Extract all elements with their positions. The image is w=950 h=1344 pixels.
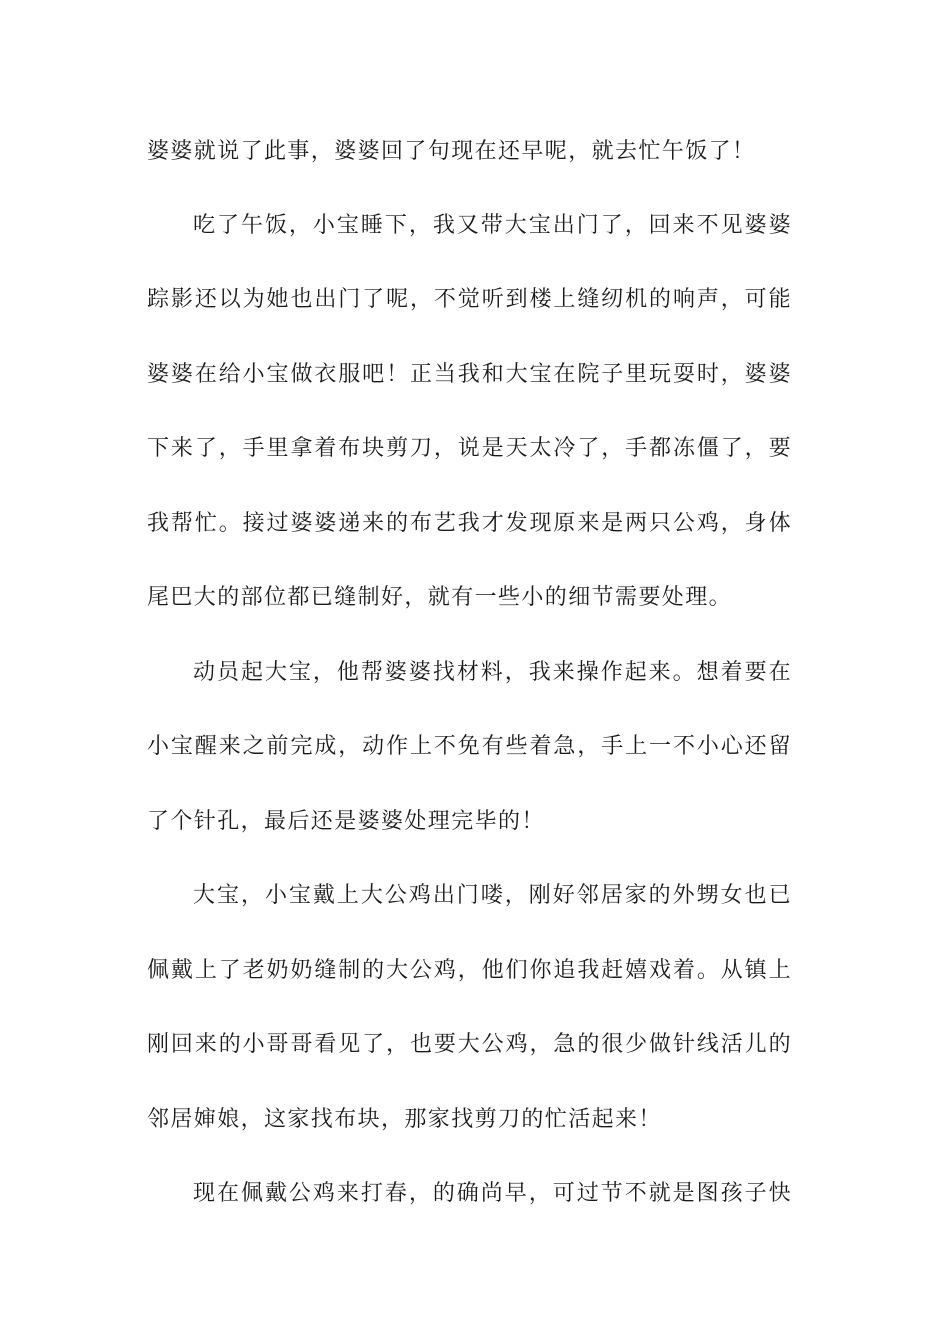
text-line: 现在佩戴公鸡来打春，的确尚早，可过节不就是图孩子快	[193, 1181, 792, 1206]
text-line: 婆婆在给小宝做衣服吧！正当我和大宝在院子里玩耍时，婆婆	[147, 362, 792, 387]
text-line: 刚回来的小哥哥看见了，也要大公鸡，急的很少做针线活儿的	[147, 1032, 792, 1057]
text-line: 了个针孔，最后还是婆婆处理完毕的！	[147, 809, 545, 834]
text-line: 尾巴大的部位都已缝制好，就有一些小的细节需要处理。	[147, 585, 733, 610]
text-line: 大宝，小宝戴上大公鸡出门喽，刚好邻居家的外甥女也已	[193, 883, 792, 908]
text-line: 下来了，手里拿着布块剪刀，说是天太冷了，手都冻僵了，要	[147, 436, 792, 461]
text-line: 小宝醒来之前完成，动作上不免有些着急，手上一不小心还留	[147, 734, 792, 759]
text-line: 婆婆就说了此事，婆婆回了句现在还早呢，就去忙午饭了！	[147, 139, 756, 164]
text-line: 我帮忙。接过婆婆递来的布艺我才发现原来是两只公鸡，身体	[147, 511, 792, 536]
text-line: 邻居婶娘，这家找布块，那家找剪刀的忙活起来！	[147, 1107, 662, 1132]
text-line: 动员起大宝，他帮婆婆找材料，我来操作起来。想着要在	[193, 660, 792, 685]
text-line: 吃了午饭，小宝睡下，我又带大宝出门了，回来不见婆婆	[193, 213, 792, 238]
text-line: 踪影还以为她也出门了呢，不觉听到楼上缝纫机的响声，可能	[147, 287, 792, 312]
text-line: 佩戴上了老奶奶缝制的大公鸡，他们你追我赶嬉戏着。从镇上	[147, 958, 792, 983]
